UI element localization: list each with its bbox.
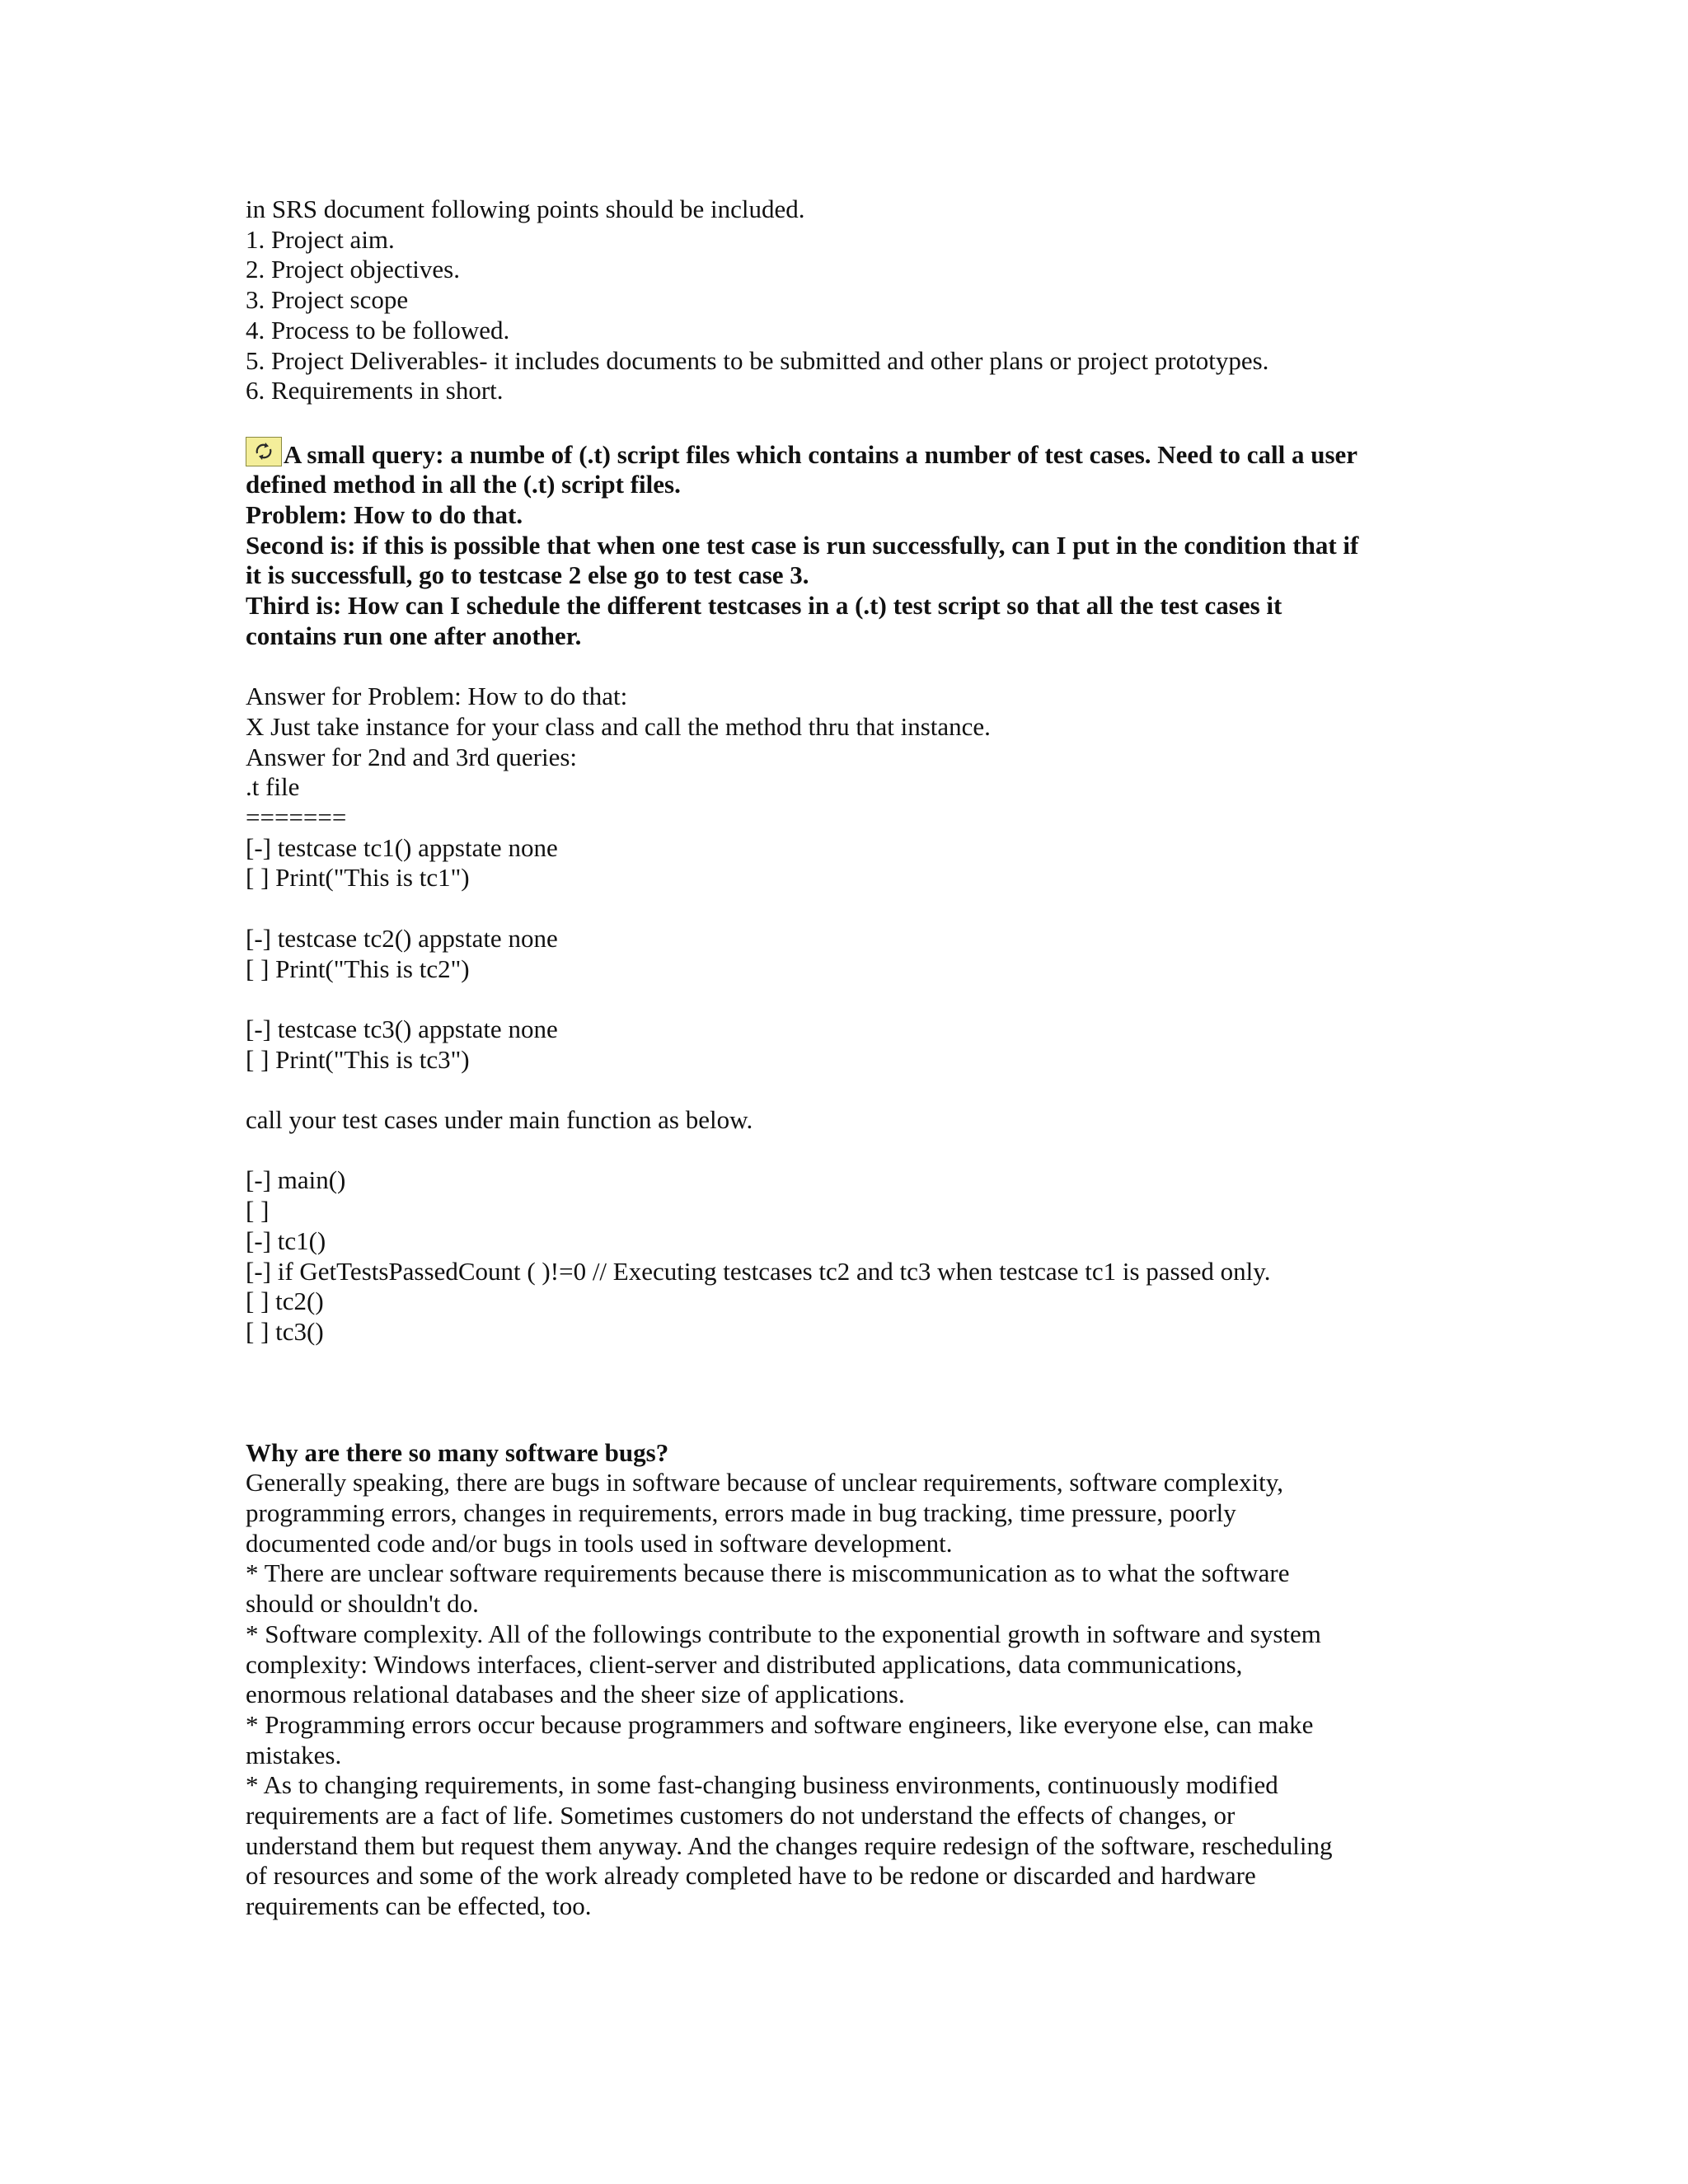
code-line: [-] testcase tc3() appstate none bbox=[246, 1014, 558, 1043]
spacer bbox=[246, 1136, 1449, 1166]
document-page bbox=[246, 194, 1449, 1922]
code-line: [-] testcase tc2() appstate none bbox=[246, 923, 558, 953]
code-line: [ ] bbox=[246, 1196, 270, 1226]
paragraph-line: should or shouldn't do. bbox=[246, 1589, 479, 1619]
code-line: [ ] tc3() bbox=[246, 1316, 324, 1346]
paragraph-line: understand them but request them anyway. And the changes require redesign of the software, rescheduling bbox=[246, 1830, 1333, 1860]
answer-section bbox=[246, 682, 1449, 1347]
srs-item: 6. Requirements in short. bbox=[246, 376, 504, 405]
paragraph-line: requirements are a fact of life. Sometimes customers do not understand the effects of changes, or bbox=[246, 1801, 1236, 1830]
spacer bbox=[246, 1075, 1449, 1105]
code-line: [-] tc1() bbox=[246, 1226, 326, 1255]
paragraph-line: * There are unclear software requirements because there is miscommunication as to what the software bbox=[246, 1558, 1290, 1588]
answer-line: .t file bbox=[246, 772, 300, 802]
paragraph-line: complexity: Windows interfaces, client-server and distributed applications, data communications, bbox=[246, 1649, 1243, 1679]
query-line: contains run one after another. bbox=[246, 621, 582, 650]
code-line: [ ] Print("This is tc3") bbox=[246, 1044, 470, 1074]
code-line: [ ] Print("This is tc2") bbox=[246, 954, 470, 983]
query-line bbox=[246, 437, 1449, 471]
srs-item: 5. Project Deliverables- it includes documents to be submitted and other plans or project prototypes. bbox=[246, 345, 1269, 375]
answer-line: Answer for Problem: How to do that: bbox=[246, 682, 628, 711]
paragraph-line: enormous relational databases and the sheer size of applications. bbox=[246, 1680, 905, 1709]
query-problem: Problem: How to do that. bbox=[246, 500, 523, 530]
code-line: [ ] tc2() bbox=[246, 1286, 324, 1316]
query-title: A small query: a numbe of (.t) script files which contains a number of test cases. Need to call a user bbox=[284, 439, 1358, 469]
srs-item: 1. Project aim. bbox=[246, 224, 395, 254]
answer-line: Answer for 2nd and 3rd queries: bbox=[246, 742, 578, 771]
srs-item: 4. Process to be followed. bbox=[246, 315, 510, 344]
code-line: [-] main() bbox=[246, 1165, 346, 1195]
query-line: Third is: How can I schedule the different testcases in a (.t) test script so that all the test cases it bbox=[246, 591, 1282, 621]
call-note: call your test cases under main function as below. bbox=[246, 1105, 753, 1135]
paragraph-line: requirements can be effected, too. bbox=[246, 1891, 592, 1921]
paragraph-line: mistakes. bbox=[246, 1740, 342, 1769]
query-line: it is successfull, go to testcase 2 else go to test case 3. bbox=[246, 560, 809, 590]
paragraph-line: * Programming errors occur because programmers and software engineers, like everyone else, can make bbox=[246, 1709, 1314, 1739]
answer-divider: ======= bbox=[246, 803, 347, 832]
srs-section bbox=[246, 194, 1449, 406]
paragraph-line: programming errors, changes in requirements, errors made in bug tracking, time pressure, poorly bbox=[246, 1498, 1236, 1528]
spacer bbox=[246, 652, 1449, 682]
spacer bbox=[246, 406, 1449, 437]
spacer bbox=[246, 893, 1449, 924]
paragraph-line: documented code and/or bugs in tools used in software development. bbox=[246, 1528, 953, 1558]
paragraph-line: Generally speaking, there are bugs in software because of unclear requirements, software complexity, bbox=[246, 1468, 1284, 1497]
paragraph-line: * As to changing requirements, in some fast-changing business environments, continuously modified bbox=[246, 1770, 1278, 1800]
bugs-section bbox=[246, 1438, 1449, 1922]
refresh-icon[interactable] bbox=[246, 437, 282, 466]
srs-item: 2. Project objectives. bbox=[246, 255, 460, 284]
query-line: defined method in all the (.t) script files. bbox=[246, 470, 681, 499]
spacer bbox=[246, 984, 1449, 1015]
paragraph-line: * Software complexity. All of the followings contribute to the exponential growth in software and system bbox=[246, 1619, 1321, 1648]
answer-line: X Just take instance for your class and call the method thru that instance. bbox=[246, 711, 991, 741]
section-heading: Why are there so many software bugs? bbox=[246, 1437, 669, 1467]
srs-intro: in SRS document following points should be included. bbox=[246, 194, 805, 223]
code-line: [-] if GetTestsPassedCount ( )!=0 // Executing testcases tc2 and tc3 when testcase tc1 is passed only. bbox=[246, 1256, 1271, 1286]
query-line: Second is: if this is possible that when one test case is run successfully, can I put in the condition that if bbox=[246, 530, 1359, 560]
code-line: [-] testcase tc1() appstate none bbox=[246, 832, 558, 862]
paragraph-line: of resources and some of the work already completed have to be redone or discarded and hardware bbox=[246, 1861, 1256, 1891]
spacer bbox=[246, 1347, 1449, 1438]
srs-item: 3. Project scope bbox=[246, 285, 409, 315]
query-section bbox=[246, 437, 1449, 652]
code-line: [ ] Print("This is tc1") bbox=[246, 863, 470, 893]
